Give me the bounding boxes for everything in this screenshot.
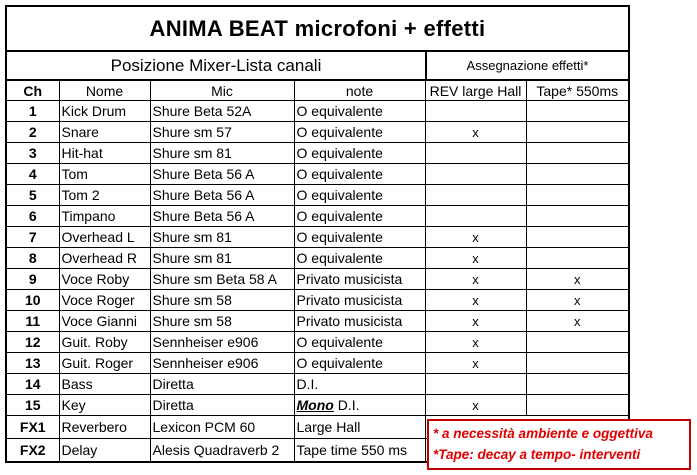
row-note: Privato musicista [294, 311, 425, 332]
header-rev: REV large Hall [425, 81, 526, 101]
table-row [7, 185, 628, 206]
fx-note: Large Hall [294, 416, 425, 439]
row-tape-mark [526, 248, 628, 269]
table-row [7, 311, 628, 332]
fx-ch: FX1 [7, 416, 59, 439]
row-nome: Timpano [59, 206, 150, 227]
fx-mic: Alesis Quadraverb 2 [150, 439, 294, 462]
row-rev-mark [425, 185, 526, 206]
row-rev-mark: x [425, 122, 526, 143]
footnote-1: * a necessità ambiente e oggettiva [433, 426, 653, 441]
row-rev-mark: x [425, 311, 526, 332]
row-nome: Tom [59, 164, 150, 185]
row-rev-mark: x [425, 248, 526, 269]
row-rev-mark: x [425, 290, 526, 311]
row-tape-mark [526, 143, 628, 164]
row-ch: 15 [7, 395, 59, 416]
row-nome: Snare [59, 122, 150, 143]
row-ch: 7 [7, 227, 59, 248]
row-note: O equivalente [294, 143, 425, 164]
row-mic: Shure sm Beta 58 A [150, 269, 294, 290]
row-mic: Shure Beta 56 A [150, 164, 294, 185]
row-nome: Guit. Roby [59, 332, 150, 353]
row-note: O equivalente [294, 122, 425, 143]
row-ch: 11 [7, 311, 59, 332]
row-note: O equivalente [294, 101, 425, 122]
row-ch: 6 [7, 206, 59, 227]
row-mic: Sennheiser e906 [150, 353, 294, 374]
row-nome: Tom 2 [59, 185, 150, 206]
row-note: O equivalente [294, 164, 425, 185]
row-nome: Overhead R [59, 248, 150, 269]
row-tape-mark [526, 353, 628, 374]
row-mic: Shure Beta 56 A [150, 206, 294, 227]
row-rev-mark: x [425, 395, 526, 416]
row-tape-mark [526, 332, 628, 353]
row-nome: Bass [59, 374, 150, 395]
table-row [7, 227, 628, 248]
table-row [7, 206, 628, 227]
row-ch: 14 [7, 374, 59, 395]
channel-table [7, 81, 628, 461]
row-tape-mark [526, 206, 628, 227]
fx-nome: Reverbero [59, 416, 150, 439]
row-rev-mark [425, 206, 526, 227]
row-mic: Shure sm 57 [150, 122, 294, 143]
row-tape-mark [526, 374, 628, 395]
row-ch: 13 [7, 353, 59, 374]
row-mic: Shure sm 58 [150, 290, 294, 311]
row-rev-mark [425, 101, 526, 122]
row-note: O equivalente [294, 185, 425, 206]
channel-list-sheet [5, 5, 630, 463]
row-tape-mark [526, 395, 628, 416]
row-mic: Shure Beta 52A [150, 101, 294, 122]
row-nome: Voce Gianni [59, 311, 150, 332]
row-rev-mark [425, 143, 526, 164]
row-ch: 4 [7, 164, 59, 185]
row-note: O equivalente [294, 206, 425, 227]
table-row [7, 143, 628, 164]
document-title: ANIMA BEAT microfoni + effetti [7, 7, 628, 52]
row-ch: 5 [7, 185, 59, 206]
header-tape: Tape* 550ms [526, 81, 628, 101]
mono-label: Mono [296, 397, 334, 413]
row-mic: Diretta [150, 374, 294, 395]
row-rev-mark: x [425, 227, 526, 248]
row-rev-mark: x [425, 353, 526, 374]
row-note: O equivalente [294, 248, 425, 269]
row-note: O equivalente [294, 332, 425, 353]
section-effects-title: Assegnazione effetti* [466, 58, 589, 73]
row-mic: Shure Beta 56 A [150, 185, 294, 206]
table-row [7, 332, 628, 353]
row-mic: Shure sm 81 [150, 248, 294, 269]
row-nome: Overhead L [59, 227, 150, 248]
table-row [7, 248, 628, 269]
footnote-2: *Tape: decay a tempo- interventi [433, 447, 641, 462]
fx-note: Tape time 550 ms [294, 439, 425, 462]
row-mic: Shure sm 58 [150, 311, 294, 332]
header-mic: Mic [150, 81, 294, 101]
section-mixer-title: Posizione Mixer-Lista canali [7, 52, 427, 79]
row-nome: Voce Roger [59, 290, 150, 311]
table-row [7, 269, 628, 290]
row-ch: 1 [7, 101, 59, 122]
row-nome: Kick Drum [59, 101, 150, 122]
row-nome: Voce Roby [59, 269, 150, 290]
table-row [7, 122, 628, 143]
row-ch: 10 [7, 290, 59, 311]
table-row [7, 164, 628, 185]
row-rev-mark [425, 164, 526, 185]
row-ch: 3 [7, 143, 59, 164]
row-mic: Shure sm 81 [150, 227, 294, 248]
header-ch: Ch [7, 81, 59, 101]
row-tape-mark: x [526, 290, 628, 311]
row-tape-mark [526, 101, 628, 122]
row-mic: Diretta [150, 395, 294, 416]
row-nome: Guit. Roger [59, 353, 150, 374]
row-note: Privato musicista [294, 269, 425, 290]
row-ch: 12 [7, 332, 59, 353]
row-nome: Hit-hat [59, 143, 150, 164]
footnote-box [427, 419, 691, 470]
section-header-row [7, 52, 628, 81]
row-rev-mark: x [425, 269, 526, 290]
row-mic: Shure sm 81 [150, 143, 294, 164]
table-row [7, 374, 628, 395]
table-row [7, 101, 628, 122]
row-rev-mark [425, 374, 526, 395]
row-note: D.I. [294, 374, 425, 395]
row-ch: 8 [7, 248, 59, 269]
row-tape-mark: x [526, 311, 628, 332]
table-row [7, 290, 628, 311]
fx-ch: FX2 [7, 439, 59, 462]
row-ch: 2 [7, 122, 59, 143]
row-rev-mark: x [425, 332, 526, 353]
row-tape-mark [526, 185, 628, 206]
row-note [294, 395, 425, 416]
row-note: O equivalente [294, 227, 425, 248]
header-nome: Nome [59, 81, 150, 101]
row-tape-mark: x [526, 269, 628, 290]
row-mic: Sennheiser e906 [150, 332, 294, 353]
row-ch: 9 [7, 269, 59, 290]
table-row [7, 395, 628, 416]
row-note: Privato musicista [294, 290, 425, 311]
table-header-row [7, 81, 628, 101]
note-text: D.I. [333, 397, 360, 413]
row-note: O equivalente [294, 353, 425, 374]
fx-mic: Lexicon PCM 60 [150, 416, 294, 439]
table-row [7, 353, 628, 374]
fx-nome: Delay [59, 439, 150, 462]
row-tape-mark [526, 164, 628, 185]
row-tape-mark [526, 227, 628, 248]
row-nome: Key [59, 395, 150, 416]
header-note: note [294, 81, 425, 101]
row-tape-mark [526, 122, 628, 143]
